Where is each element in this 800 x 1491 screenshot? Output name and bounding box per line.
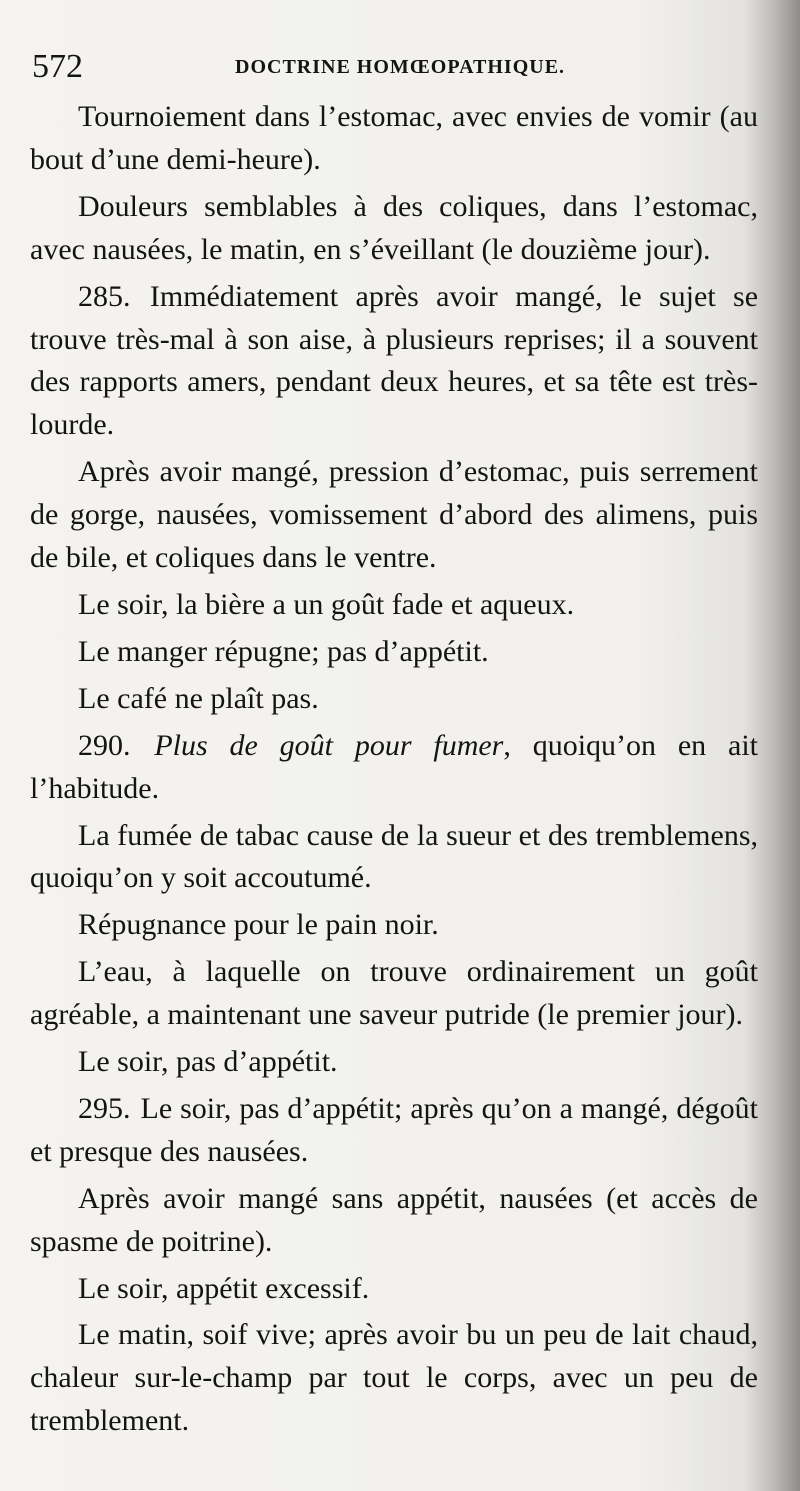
- paragraph: Le café ne plaît pas.: [78, 681, 319, 715]
- paragraph: Après avoir mangé, pression d’estomac, puis serrement de gorge, nausées, vomissement d’abord des alimens, puis de bile, et coliques dans le ventre.: [30, 455, 758, 575]
- paragraph: Tournoiement dans l’estomac, avec envies de vomir (au bout d’une demi-heure).: [30, 100, 758, 176]
- italic-phrase: Plus de goût pour fumer: [154, 728, 504, 762]
- paragraph: Le matin, soif vive; après avoir bu un peu de lait chaud, chaleur sur-le-champ par tout le corps, avec un peu de tremblement.: [30, 1318, 758, 1438]
- paragraph-number: 290.: [78, 728, 131, 762]
- running-title: DOCTRINE HOMŒOPATHIQUE.: [235, 56, 566, 78]
- paragraph: La fumée de tabac cause de la sueur et des tremblemens, quoiqu’on y soit accoutumé.: [30, 818, 758, 895]
- page-header: [30, 48, 770, 88]
- paragraph: L’eau, à laquelle on trouve ordinairement un goût agréable, a maintenant une saveur putride (le premier jour).: [30, 955, 758, 1032]
- paragraph: Après avoir mangé sans appétit, nausées (et accès de spasme de poitrine).: [30, 1181, 758, 1258]
- paragraph: Le soir, pas d’appétit.: [78, 1045, 338, 1079]
- paragraph-number: 295.: [78, 1091, 131, 1125]
- paragraph: 295. Le soir, pas d’appétit; après qu’on a mangé, dégoût et presque des nausées.: [30, 1091, 759, 1168]
- paragraph: Le soir, appétit excessif.: [78, 1271, 370, 1305]
- paragraph: Douleurs semblables à des coliques, dans l’estomac, avec nausées, le matin, en s’éveillant (le douzième jour).: [30, 189, 758, 266]
- paragraph: 285. Immédiatement après avoir mangé, le sujet se trouve très-mal à son aise, à plusieurs reprises; il a souvent des rapports amers, pendant deux heures, et sa tête est très-lourde.: [30, 279, 759, 442]
- page-number: 572: [32, 48, 83, 85]
- body-text: [30, 96, 758, 1447]
- paragraph: Répugnance pour le pain noir.: [78, 908, 439, 942]
- paragraph-number: 285.: [78, 279, 131, 313]
- paragraph: 290. Plus de goût pour fumer, quoiqu’on en ait l’habitude.: [30, 728, 758, 805]
- paragraph: Le soir, la bière a un goût fade et aqueux.: [78, 587, 575, 621]
- paragraph: Le manger répugne; pas d’appétit.: [78, 634, 489, 668]
